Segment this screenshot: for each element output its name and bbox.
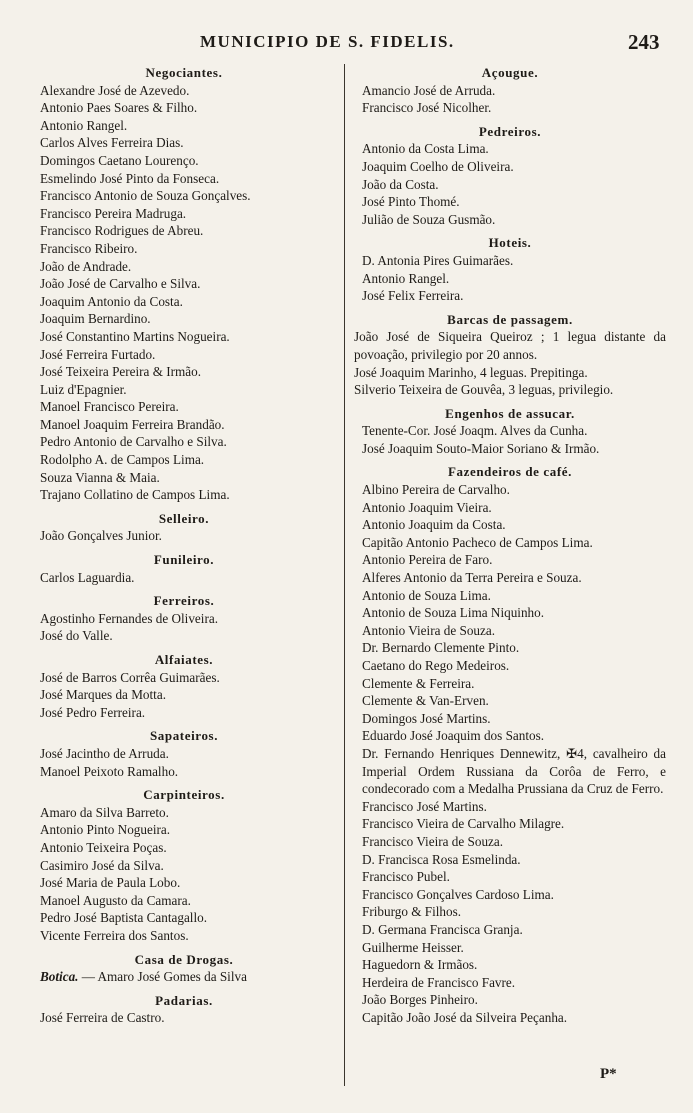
section-heading: Engenhos de assucar. [445, 405, 575, 421]
list-item: D. Francisca Rosa Esmelinda. [362, 851, 521, 867]
list-item: José Joaquim Marinho, 4 leguas. Prepitinga. [354, 364, 588, 380]
list-item: Antonio de Souza Lima Niquinho. [362, 605, 545, 621]
directory-section [32, 727, 336, 780]
section-heading: Açougue. [481, 65, 539, 80]
list-item: Antonio Teixeira Poças. [40, 839, 167, 855]
signature-mark: P* [600, 1066, 617, 1082]
list-item: João José de Siqueira Queiroz ; 1 legua distante da povoação, privilegio por 20 annos. [354, 329, 666, 362]
list-item: Domingos José Martins. [362, 710, 491, 726]
list-item: José Constantino Martins Nogueira. [40, 328, 230, 344]
directory-section [32, 992, 336, 1027]
left-column [32, 62, 336, 1033]
list-item: Haguedorn & Irmãos. [362, 957, 478, 973]
directory-section [32, 551, 336, 586]
directory-section [354, 64, 666, 117]
list-item: Esmelindo José Pinto da Fonseca. [40, 170, 220, 186]
list-item: José Joaquim Souto-Maior Soriano & Irmão. [362, 440, 600, 456]
section-heading: Negociantes. [145, 65, 223, 80]
list-item: José Teixeira Pereira & Irmão. [40, 364, 202, 380]
list-item: Eduardo José Joaquim dos Santos. [362, 728, 545, 744]
list-item: Dr. Bernardo Clemente Pinto. [362, 640, 520, 656]
section-heading: Alfaiates. [154, 652, 214, 667]
list-item: Capitão Antonio Pacheco de Campos Lima. [362, 534, 593, 550]
list-item: Antonio de Souza Lima. [362, 587, 491, 603]
list-item: Antonio Paes Soares & Filho. [40, 100, 198, 116]
list-item: Albino Pereira de Carvalho. [362, 482, 510, 498]
entry-text: — Amaro José Gomes da Silva [81, 969, 247, 985]
list-item: João de Andrade. [40, 258, 132, 274]
list-item: Antonio Joaquim Vieira. [362, 499, 492, 515]
list-item: Carlos Laguardia. [40, 569, 135, 585]
list-item: José Marques da Motta. [40, 687, 166, 703]
list-item: Antonio Joaquim da Costa. [362, 517, 506, 533]
section-heading: Sapateiros. [149, 728, 219, 744]
list-item: Joaquim Bernardino. [40, 311, 151, 327]
directory-section [32, 651, 336, 721]
list-item: Francisco José Martins. [362, 798, 487, 814]
list-item: D. Germana Francisca Granja. [362, 921, 523, 937]
list-item: Domingos Caetano Lourenço. [40, 152, 199, 168]
list-item: Manoel Joaquim Ferreira Brandão. [40, 416, 225, 432]
list-item: Julião de Souza Gusmão. [362, 211, 496, 227]
botica-label: Botica. [40, 969, 79, 985]
section-heading: Funileiro. [153, 552, 215, 568]
section-heading: Carpinteiros. [143, 787, 225, 803]
column-divider [344, 64, 345, 1086]
list-item: Silverio Teixeira de Gouvêa, 3 leguas, privilegio. [354, 382, 614, 398]
list-item: Rodolpho A. de Campos Lima. [40, 452, 205, 468]
section-heading: Casa de Drogas. [134, 951, 234, 967]
list-item: João da Costa. [362, 176, 439, 192]
list-item: Francisco Gonçalves Cardoso Lima. [362, 886, 554, 902]
list-item: Antonio Pinto Nogueira. [40, 822, 171, 838]
list-item: Francisco Pereira Madruga. [40, 205, 187, 221]
directory-section [354, 234, 666, 304]
list-item [32, 968, 336, 986]
list-item: Antonio Rangel. [40, 117, 128, 133]
directory-section [354, 311, 666, 399]
list-item: Capitão João José da Silveira Peçanha. [362, 1009, 568, 1025]
list-item: Joaquim Coelho de Oliveira. [362, 158, 514, 174]
list-item: Casimiro José da Silva. [40, 857, 164, 873]
list-item: Antonio Rangel. [362, 270, 450, 286]
list-item: Caetano do Rego Medeiros. [362, 658, 510, 673]
list-item: José de Barros Corrêa Guimarães. [40, 669, 220, 685]
section-heading: Fazendeiros de café. [447, 464, 573, 480]
list-item: Pedro José Baptista Cantagallo. [40, 910, 208, 926]
list-item: Francisco Vieira de Carvalho Milagre. [362, 816, 565, 832]
list-item: Amancio José de Arruda. [362, 82, 496, 98]
directory-section [32, 951, 336, 986]
section-heading: Ferreiros. [153, 593, 215, 609]
list-item: D. Antonia Pires Guimarães. [362, 252, 514, 268]
list-item: José Jacintho de Arruda. [40, 745, 169, 761]
list-item: Francisco Vieira de Souza. [362, 833, 504, 849]
list-item: Manoel Francisco Pereira. [40, 399, 179, 415]
list-item: Pedro Antonio de Carvalho e Silva. [40, 434, 227, 450]
list-item: Antonio Vieira de Souza. [362, 622, 496, 638]
list-item: Manoel Peixoto Ramalho. [40, 763, 179, 779]
list-item: Antonio da Costa Lima. [362, 141, 489, 157]
directory-section [354, 123, 666, 229]
list-item: Francisco Ribeiro. [40, 240, 138, 256]
list-item: Agostinho Fernandes de Oliveira. [40, 610, 218, 626]
list-item: Joaquim Antonio da Costa. [40, 293, 183, 309]
directory-section [32, 786, 336, 944]
section-heading: Hoteis. [488, 235, 532, 251]
list-item: José Pedro Ferreira. [40, 704, 146, 720]
list-item: Trajano Collatino de Campos Lima. [40, 487, 230, 503]
list-item: Guilherme Heisser. [362, 939, 464, 955]
list-item: João Gonçalves Junior. [40, 528, 162, 544]
list-item: Francisco José Nicolher. [362, 100, 492, 116]
list-item: Manoel Augusto da Camara. [40, 892, 191, 908]
list-item: Amaro da Silva Barreto. [40, 804, 169, 820]
list-item: Carlos Alves Ferreira Dias. [40, 135, 184, 151]
directory-section [32, 510, 336, 545]
list-item: João José de Carvalho e Silva. [40, 276, 201, 292]
section-heading: Pedreiros. [478, 123, 542, 139]
list-item: João Borges Pinheiro. [362, 992, 478, 1008]
list-item: Francisco Rodrigues de Abreu. [40, 223, 204, 239]
list-item: José Ferreira de Castro. [40, 1010, 165, 1026]
list-item: Friburgo & Filhos. [362, 904, 462, 920]
list-item: Clemente & Ferreira. [362, 675, 475, 691]
list-item: José Maria de Paula Lobo. [40, 875, 181, 891]
list-item: Antonio Pereira de Faro. [362, 552, 493, 568]
page-title: MUNICIPIO DE S. FIDELIS. [200, 32, 455, 51]
section-heading: Selleiro. [158, 510, 210, 526]
directory-section [354, 405, 666, 458]
right-column [354, 62, 666, 1032]
list-item: José Felix Ferreira. [362, 288, 464, 304]
page-number: 243 [628, 30, 660, 54]
list-item: Clemente & Van-Erven. [362, 693, 489, 709]
list-item: José Pinto Thomé. [362, 194, 460, 210]
page-header [0, 32, 693, 58]
list-item: Souza Vianna & Maia. [40, 469, 160, 485]
list-item: José do Valle. [40, 628, 113, 644]
directory-section [354, 463, 666, 1026]
list-item: Francisco Pubel. [362, 869, 450, 885]
list-item: Francisco Antonio de Souza Gonçalves. [40, 188, 251, 204]
section-heading: Padarias. [155, 992, 213, 1008]
section-heading: Barcas de passagem. [447, 311, 573, 327]
list-item: José Ferreira Furtado. [40, 346, 156, 362]
list-item: Herdeira de Francisco Favre. [362, 974, 516, 990]
list-item: Alferes Antonio da Terra Pereira e Souza. [362, 570, 582, 586]
directory-section [32, 592, 336, 645]
list-item: Luiz d'Epagnier. [40, 381, 127, 397]
list-item: Tenente-Cor. José Joaqm. Alves da Cunha. [362, 423, 588, 439]
list-item: Alexandre José de Azevedo. [40, 82, 190, 98]
directory-section [32, 64, 336, 504]
list-item: Dr. Fernando Henriques Dennewitz, ✠4, cavalheiro da Imperial Ordem Russiana da Corôa de Ferro, e condecorado com a Medalha Prussiana da Cruz de Ferro. [362, 745, 666, 797]
list-item: Vicente Ferreira dos Santos. [40, 927, 189, 943]
